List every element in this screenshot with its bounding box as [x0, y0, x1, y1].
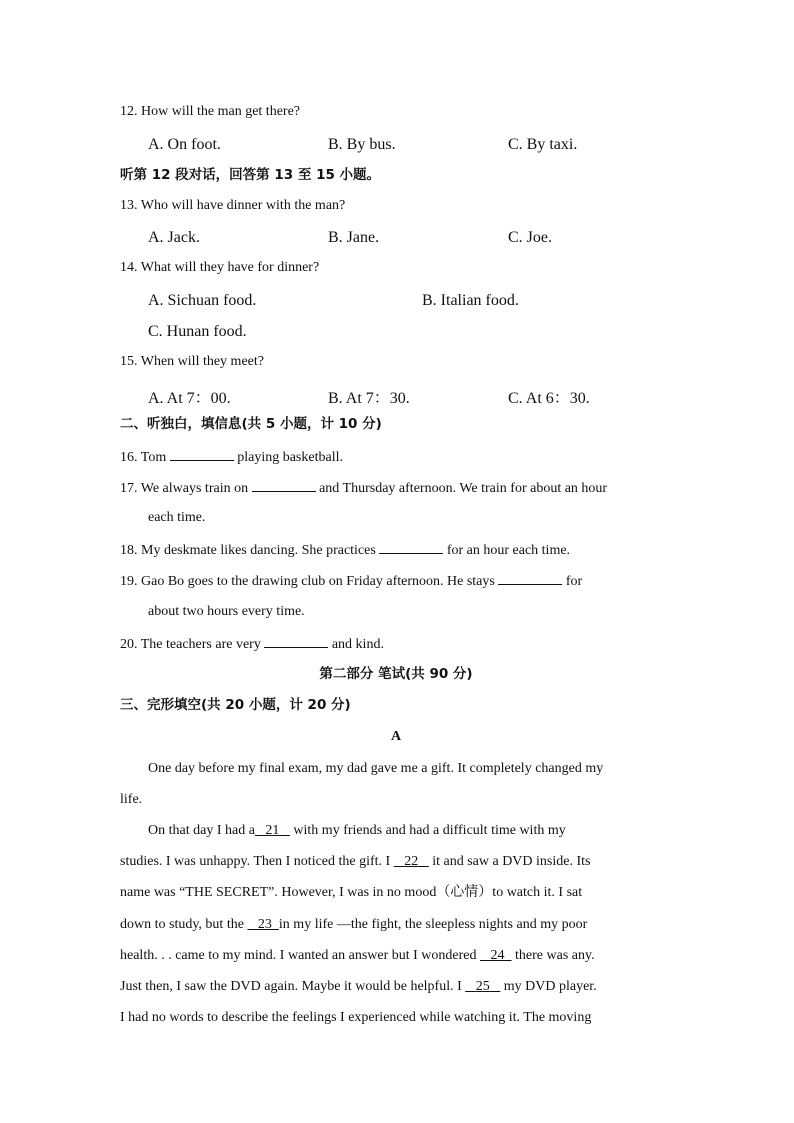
passage-line-3: [148, 823, 672, 839]
q19-blank[interactable]: [498, 572, 562, 585]
blank-22[interactable]: [394, 854, 429, 869]
q14-option-b: B. Italian food.: [422, 292, 519, 309]
q12-option-b: B. By bus.: [328, 136, 396, 153]
q14-option-c: C. Hunan food.: [148, 323, 247, 340]
q17-text-end: and Thursday afternoon. We train for about an hour: [319, 481, 608, 496]
passage-line-7-start: health. . . came to my mind. I wanted an answer but I wondered: [120, 948, 477, 963]
passage-line-6: [120, 917, 672, 933]
blank-25-number: 25: [475, 979, 490, 994]
q16-text-start: 16. Tom: [120, 450, 167, 465]
section-12-instruction: 听第 12 段对话，回答第 13 至 15 小题。: [120, 167, 381, 183]
cloze-heading: 三、完形填空(共 20 小题，计 20 分): [120, 697, 351, 713]
passage-line-7-end: there was any.: [515, 948, 595, 963]
blank-24-number: 24: [490, 948, 505, 963]
question-19-cont: about two hours every time.: [148, 604, 305, 619]
q20-text-start: 20. The teachers are very: [120, 637, 261, 652]
question-18: [120, 541, 672, 559]
passage-line-8-start: Just then, I saw the DVD again. Maybe it would be helpful. I: [120, 979, 462, 994]
q18-text-end: for an hour each time.: [446, 543, 571, 558]
question-19: [120, 572, 672, 590]
q12-option-a: A. On foot.: [148, 136, 221, 153]
passage-line-7: [120, 948, 672, 964]
passage-line-6-start: down to study, but the: [120, 917, 244, 932]
passage-line-2: life.: [120, 792, 143, 807]
passage-line-8: [120, 979, 672, 995]
q19-text-end: for: [565, 574, 583, 589]
q17-blank[interactable]: [252, 479, 316, 492]
q13-option-c: C. Joe.: [508, 229, 552, 246]
blank-24[interactable]: [480, 948, 512, 963]
q15-option-a: A. At 7：00.: [148, 390, 231, 407]
q14-option-a: A. Sichuan food.: [148, 292, 257, 309]
blank-21[interactable]: [255, 823, 290, 838]
passage-line-9: I had no words to describe the feelings I experienced while watching it. The moving: [120, 1010, 592, 1025]
monologue-heading: 二、听独白，填信息(共 5 小题，计 10 分): [120, 416, 382, 432]
passage-label: A: [390, 729, 402, 744]
q18-blank[interactable]: [379, 541, 443, 554]
part-two-title: 第二部分 笔试(共 90 分): [319, 666, 473, 682]
blank-23[interactable]: [247, 917, 279, 932]
q19-text-start: 19. Gao Bo goes to the drawing club on Friday afternoon. He stays: [120, 574, 495, 589]
q16-text-end: playing basketball.: [237, 450, 343, 465]
passage-line-4: [120, 854, 672, 870]
q16-blank[interactable]: [170, 448, 234, 461]
q15-option-c: C. At 6：30.: [508, 390, 590, 407]
question-20: [120, 635, 672, 653]
question-14: 14. What will they have for dinner?: [120, 260, 320, 275]
question-12: 12. How will the man get there?: [120, 104, 301, 119]
passage-line-8-end: my DVD player.: [503, 979, 597, 994]
question-15: 15. When will they meet?: [120, 354, 264, 369]
passage-line-4-end: it and saw a DVD inside. Its: [432, 854, 591, 869]
q17-text-start: 17. We always train on: [120, 481, 249, 496]
passage-line-1: One day before my final exam, my dad gave me a gift. It completely changed my: [148, 761, 604, 776]
passage-line-4-start: studies. I was unhappy. Then I noticed the gift. I: [120, 854, 391, 869]
question-16: [120, 448, 672, 466]
question-17: [120, 479, 672, 497]
blank-21-number: 21: [265, 823, 280, 838]
passage-line-5: name was “THE SECRET”. However, I was in no mood（心情）to watch it. I sat: [120, 885, 583, 900]
question-17-cont: each time.: [148, 510, 206, 525]
passage-line-3-start: On that day I had a: [148, 823, 255, 838]
blank-22-number: 22: [404, 854, 419, 869]
q12-option-c: C. By taxi.: [508, 136, 578, 153]
q13-option-a: A. Jack.: [148, 229, 200, 246]
blank-25[interactable]: [465, 979, 500, 994]
q20-text-end: and kind.: [331, 637, 384, 652]
passage-line-6-end: in my life —the fight, the sleepless nights and my poor: [278, 917, 588, 932]
q20-blank[interactable]: [264, 635, 328, 648]
q18-text-start: 18. My deskmate likes dancing. She practices: [120, 543, 376, 558]
q15-option-b: B. At 7：30.: [328, 390, 410, 407]
passage-line-3-end: with my friends and had a difficult time with my: [293, 823, 566, 838]
question-13: 13. Who will have dinner with the man?: [120, 198, 346, 213]
blank-23-number: 23: [257, 917, 272, 932]
q13-option-b: B. Jane.: [328, 229, 380, 246]
